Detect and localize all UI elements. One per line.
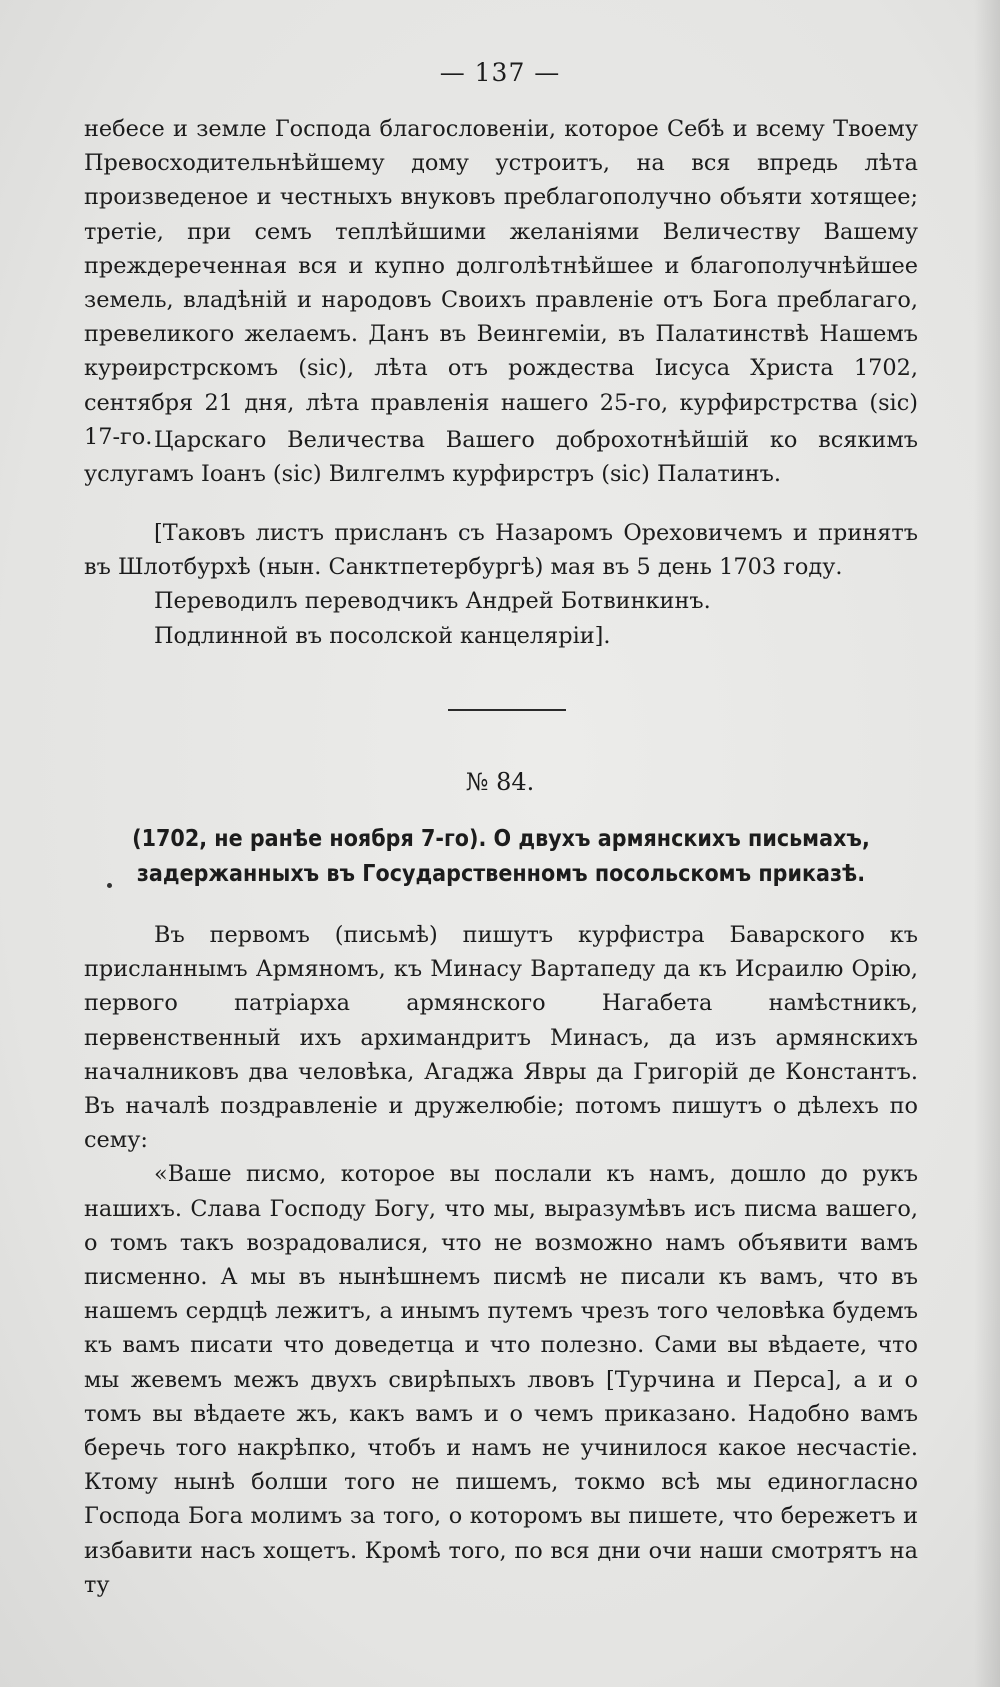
body-paragraph-1: Въ первомъ (письмѣ) пишутъ курфистра Баварского къ присланнымъ Армяномъ, къ Минасу Вартапеду да къ Исраилю Орію, первого патріарха армянского Нагабета намѣстникъ, первенственный ихъ архимандритъ Минасъ, да изъ армянскихъ началниковъ два человѣка, Агаджа Явры да Григорій де Константъ. Въ началѣ поздравленіе и дружелюбіе; потомъ пишутъ о дѣлехъ по сему: — [84, 922, 918, 1154]
binding-shadow — [974, 0, 1000, 1687]
endorsement-line-1: [Таковъ листъ присланъ съ Назаромъ Ореховичемъ и принятъ въ Шлотбурхѣ (нын. Санктпетербургѣ) мая въ 5 день 1703 году. — [84, 520, 918, 581]
text-block-signature — [84, 423, 918, 491]
signature-paragraph: Царскаго Величества Вашего доброхотнѣйшій ко всякимъ услугамъ Іоанъ (sic) Вилгелмъ курфирстръ (sic) Палатинъ. — [84, 427, 918, 488]
document-number: № 84. — [465, 768, 535, 796]
page-number: — 137 — — [439, 58, 561, 87]
ink-speck — [107, 883, 112, 888]
text-block-endorsement — [84, 516, 918, 653]
continuation-paragraph: небесе и земле Господа благословеніи, которое Себѣ и всему Твоему Превосходительнѣйшему дому устроитъ, на вся впредь лѣта произведеное и честныхъ внуковъ преблагополучно объяти хотящее; третіе, при семъ теплѣйшими желаніями Величеству Вашему преждереченная вся и купно долголѣтнѣйшее и благополучнѣйшее земель, владѣній и народовъ Своихъ правленіе отъ Бога преблагаго, превеликого желаемъ. Данъ въ Веингеміи, въ Палатинствѣ Нашемъ курѳирстрскомъ (sic), лѣта отъ рождества Іисуса Христа 1702, сентября 21 дня, лѣта правленія нашего 25-го, курфирстрства (sic) 17-го. — [84, 116, 918, 450]
text-block-continuation — [84, 112, 918, 454]
text-block-body — [84, 918, 918, 1602]
body-paragraph-2: «Ваше писмо, которое вы послали къ намъ, дошло до рукъ нашихъ. Слава Господу Богу, что мы, выразумѣвъ исъ писма вашего, о томъ такъ возрадовалися, что не возможно намъ объявити вамъ писменно. А мы въ нынѣшнемъ писмѣ не писали къ вамъ, что въ нашемъ сердцѣ лежитъ, а инымъ путемъ чрезъ того человѣка будемъ къ вамъ писати что доведетца и что полезно. Сами вы вѣдаете, что мы жевемъ межъ двухъ свирѣпыхъ лвовъ [Турчина и Перса], а и о томъ вы вѣдаете жъ, какъ вамъ и о чемъ приказано. Надобно вамъ беречь того накрѣпко, чтобъ и намъ не учинилося какое несчастіе. Ктому нынѣ болши того не пишемъ, токмо всѣ мы единогласно Господа Бога молимъ за того, о которомъ вы пишете, что бережетъ и избавити насъ хощетъ. Кромѣ того, по вся дни очи наши смотрятъ на ту — [84, 1161, 918, 1598]
endorsement-line-3: Подлинной въ посолской канцеляріи]. — [154, 622, 611, 649]
endorsement-line-2: Переводилъ переводчикъ Андрей Ботвинкинъ. — [154, 588, 711, 615]
document-heading: (1702, не ранѣе ноября 7-го). О двухъ армянскихъ письмахъ, задержанныхъ въ Государственномъ посольскомъ приказѣ. — [132, 826, 870, 887]
section-divider — [448, 709, 566, 711]
